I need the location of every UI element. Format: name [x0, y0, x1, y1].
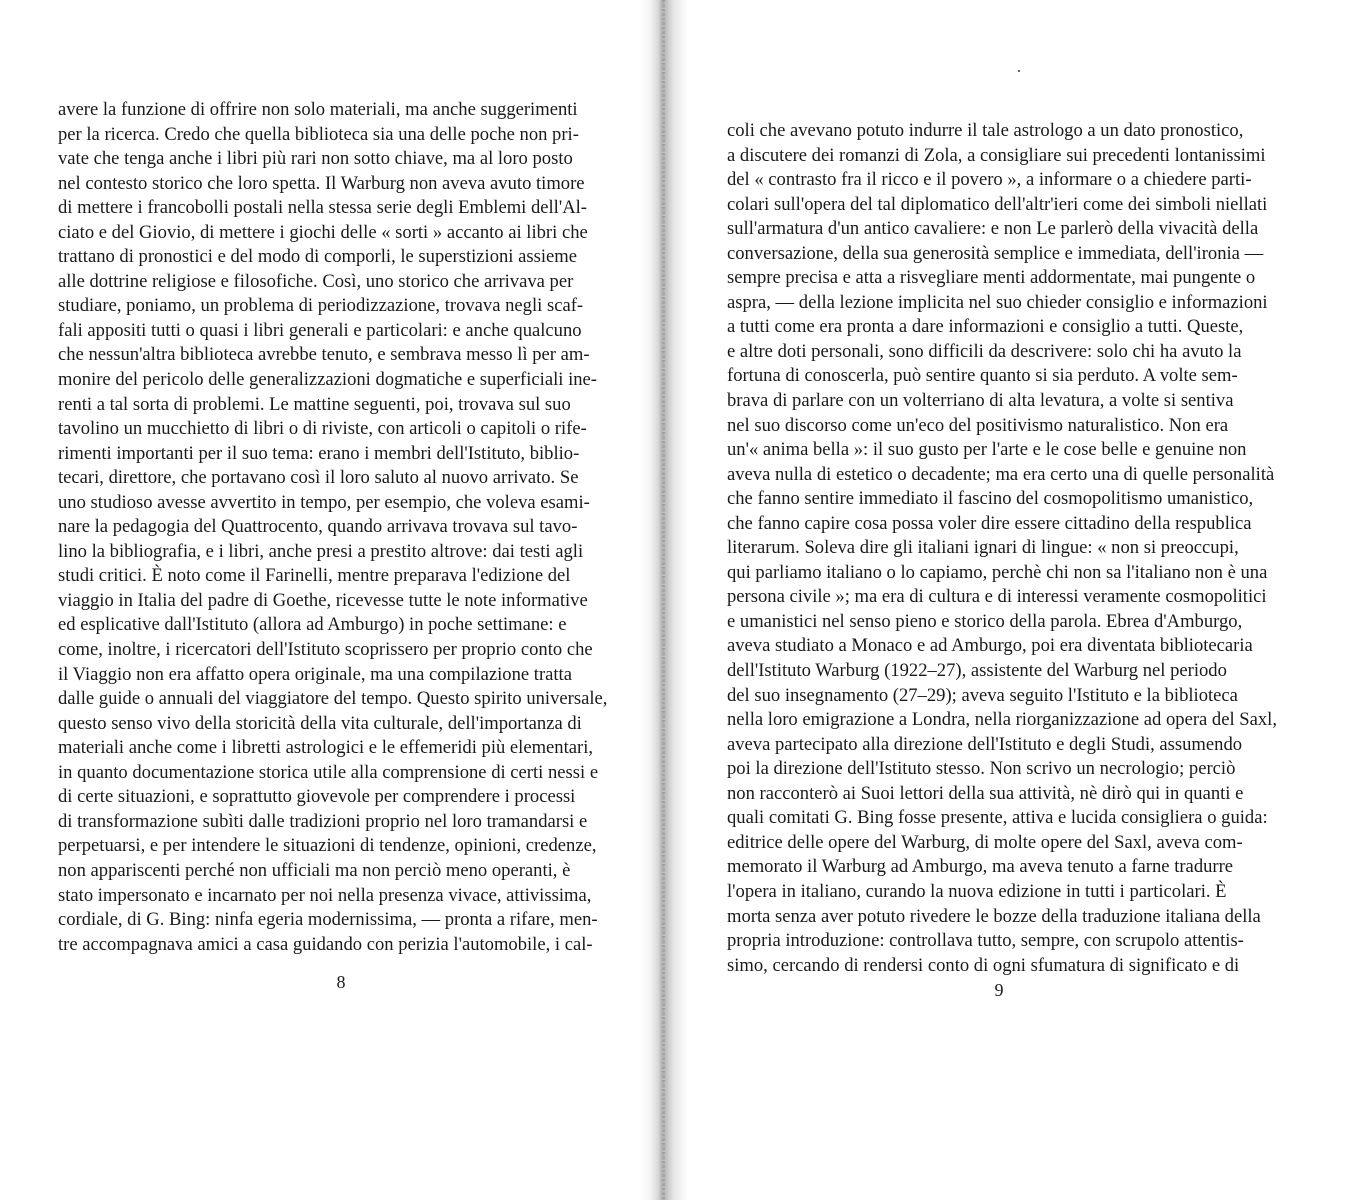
text-line: nella loro emigrazione a Londra, nella riorganizzazione ad opera del Saxl, [727, 709, 1277, 731]
right-page-body-text [727, 119, 1285, 978]
text-line: di mettere i francobolli postali nella stessa serie degli Emblemi dell'Al- [58, 197, 587, 219]
text-line: stato impersonato e incarnato per noi nella presenza vivace, attivissima, [58, 884, 592, 906]
right-page-number: 9 [994, 980, 1004, 1000]
text-line: un'« anima bella »: il suo gusto per l'arte e le cose belle e genuine non [727, 439, 1247, 461]
text-line: l'opera in italiano, curando la nuova edizione in tutti i particolari. È [727, 880, 1227, 902]
text-line: ciato e del Giovio, di mettere i giochi delle « sorti » accanto ai libri che [58, 221, 588, 243]
text-line: lino la bibliografia, e i libri, anche presi a prestito altrove: dai testi agli [58, 540, 584, 562]
text-line: rimenti importanti per il suo tema: erano i membri dell'Istituto, biblio- [58, 442, 580, 464]
text-line: tavolino un mucchietto di libri o di riviste, con articoli o capitoli o rife- [58, 418, 587, 440]
text-line: aveva studiato a Monaco e ad Amburgo, poi era diventata bibliotecaria [727, 635, 1253, 657]
text-line: qui parliamo italiano o lo capiamo, perchè chi non sa l'italiano non è una [727, 561, 1268, 583]
left-page [0, 0, 655, 1200]
text-line: tecari, direttore, che portavano così il loro saluto al nuovo arrivato. Se [58, 467, 579, 489]
right-page [685, 0, 1367, 1200]
text-line: che nessun'altra biblioteca avrebbe tenuto, e sembrava messo lì per am- [58, 344, 590, 366]
text-line: studiare, poniamo, un problema di periodizzazione, trovava negli scaf- [58, 295, 584, 317]
text-line: per la ricerca. Credo che quella biblioteca sia una delle poche non pri- [58, 123, 579, 145]
text-line: e altre doti personali, sono difficili da descrivere: solo chi ha avuto la [727, 340, 1242, 362]
text-line: propria introduzione: controllava tutto, sempre, con scrupolo attentis- [727, 930, 1244, 952]
text-line: non racconterò ai Suoi lettori della sua attività, nè dirò qui in quanti e [727, 782, 1244, 804]
text-line: trattano di pronostici e del modo di comporli, le superstizioni assieme [58, 246, 577, 268]
text-line: studi critici. È noto come il Farinelli, mentre preparava l'edizione del [58, 565, 571, 587]
text-line: persona civile »; ma era di cultura e di interessi veramente cosmopolitici [727, 586, 1267, 608]
text-line: renti a tal sorta di problemi. Le mattine seguenti, poi, trovava sul suo [58, 393, 571, 415]
text-line: materiali anche come i libretti astrologici e le effemeridi più elementari, [58, 737, 594, 759]
text-line: colari sull'opera del tal diplomatico dell'altr'ieri come dei simboli niellati [727, 193, 1268, 215]
text-line: del « contrasto fra il ricco e il povero », a informare o a chiedere parti- [727, 169, 1252, 191]
text-line: di certe situazioni, e soprattutto giovevole per comprendere i processi [58, 786, 576, 808]
text-line: quali comitati G. Bing fosse presente, attiva e lucida consigliera o guida: [727, 807, 1268, 829]
text-line: vate che tenga anche i libri più rari non sotto chiave, ma al loro posto [58, 148, 573, 170]
text-line: tre accompagnava amici a casa guidando con perizia l'automobile, i cal- [58, 933, 593, 955]
text-line: monire del pericolo delle generalizzazioni dogmatiche e superficiali ine- [58, 369, 597, 391]
text-line: che fanno capire cosa possa voler dire essere cittadino della respublica [727, 512, 1252, 534]
text-line: literarum. Soleva dire gli italiani ignari di lingue: « non si preoccupi, [727, 537, 1239, 559]
book-gutter [640, 0, 688, 1200]
text-line: viaggio in Italia del padre di Goethe, ricevesse tutte le note informative [58, 589, 588, 611]
text-line: dell'Istituto Warburg (1922–27), assistente del Warburg nel periodo [727, 660, 1227, 682]
text-line: dalle guide o annuali del viaggiatore del tempo. Questo spirito universale, [58, 688, 608, 710]
text-line: non appariscenti perché non ufficiali ma non perciò meno operanti, è [58, 859, 571, 881]
text-line: sempre precisa e atta a risvegliare menti addormentate, mai pungente o [727, 267, 1256, 289]
text-line: e umanistici nel senso pieno e storico della parola. Ebrea d'Amburgo, [727, 610, 1243, 632]
text-line: morta senza aver potuto rivedere le bozze della traduzione italiana della [727, 905, 1261, 927]
text-line: brava di parlare con un volterriano di alta levatura, a volte si sentiva [727, 390, 1234, 412]
text-line: nel contesto storico che loro spetta. Il Warburg non aveva avuto timore [58, 172, 585, 194]
text-line: conversazione, della sua generosità semplice e immediata, dell'ironia — [727, 242, 1264, 264]
text-line: uno studioso avesse avvertito in tempo, per esempio, che voleva esami- [58, 491, 590, 513]
text-line: che fanno sentire immediato il fascino del cosmopolitismo umanistico, [727, 488, 1254, 510]
text-line: il Viaggio non era affatto opera originale, ma una compilazione tratta [58, 663, 572, 685]
text-line: nare la pedagogia del Quattrocento, quando arrivava trovava sul tavo- [58, 516, 578, 538]
text-line: cordiale, di G. Bing: ninfa egeria modernissima, — pronta a rifare, men- [58, 909, 598, 931]
text-line: memorato il Warburg ad Amburgo, ma aveva tenuto a farne tradurre [727, 856, 1234, 878]
text-line: in quanto documentazione storica utile alla comprensione di certi nessi e [58, 761, 599, 783]
text-line: editrice delle opere del Warburg, di molte opere del Saxl, aveva com- [727, 831, 1243, 853]
text-line: alle dottrine religiose e filosofiche. Così, uno storico che arrivava per [58, 270, 574, 292]
text-line: aveva nulla di estetico o decadente; ma era certo una di quelle personalità [727, 463, 1275, 485]
text-line: poi la direzione dell'Istituto stesso. Non scrivo un necrologio; perciò [727, 758, 1236, 780]
text-line: come, inoltre, i ricercatori dell'Istituto scoprissero per proprio conto che [58, 639, 593, 661]
text-line: ed esplicative dall'Istituto (allora ad Amburgo) in poche settimane: e [58, 614, 567, 636]
text-line: nel suo discorso come un'eco del positivismo naturalistico. Non era [727, 414, 1229, 436]
text-line: perpetuarsi, e per intendere le situazioni di tendenze, opinioni, credenze, [58, 835, 597, 857]
text-line: avere la funzione di offrire non solo materiali, ma anche suggerimenti [58, 99, 578, 120]
text-line: simo, cercando di rendersi conto di ogni sfumatura di significato e di [727, 954, 1240, 976]
text-line: fali appositi tutti o quasi i libri generali e particolari: e anche qualcuno [58, 319, 582, 341]
text-line: aveva partecipato alla direzione dell'Istituto e degli Studi, assumendo [727, 733, 1243, 755]
ink-speck [1018, 70, 1020, 72]
text-line: del suo insegnamento (27–29); aveva seguito l'Istituto e la biblioteca [727, 684, 1238, 706]
text-line: fortuna di conoscerla, può sentire quanto si sia perduto. A volte sem- [727, 365, 1238, 387]
left-page-number: 8 [336, 972, 346, 992]
text-line: a discutere dei romanzi di Zola, a consigliare sui precedenti lontanissimi [727, 144, 1266, 166]
text-line: questo senso vivo della storicità della vita culturale, dell'importanza di [58, 712, 582, 734]
text-line: a tutti come era pronta a dare informazioni e consiglio a tutti. Queste, [727, 316, 1244, 338]
text-line: sull'armatura d'un antico cavaliere: e non Le parlerò della vivacità della [727, 218, 1259, 240]
text-line: aspra, — della lezione implicita nel suo chieder consiglio e informazioni [727, 291, 1268, 313]
text-line: di transformazione subìti dalle tradizioni proprio nel loro tramandarsi e [58, 810, 588, 832]
text-line: coli che avevano potuto indurre il tale astrologo a un dato pronostico, [727, 120, 1244, 141]
left-page-body-text [58, 98, 625, 957]
